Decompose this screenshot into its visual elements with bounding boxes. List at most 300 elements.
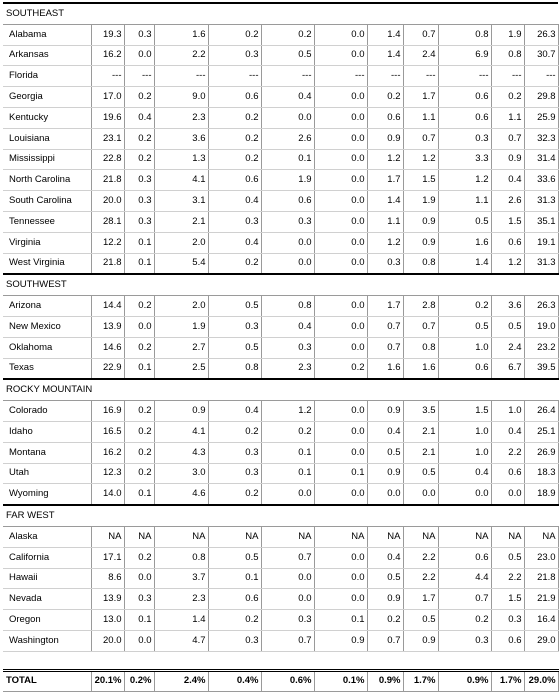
state-data-table-container bbox=[3, 2, 556, 692]
value-cell: 23.0 bbox=[524, 547, 558, 568]
value-cell: --- bbox=[261, 66, 314, 87]
value-cell: 0.9 bbox=[403, 630, 438, 651]
state-name: Louisiana bbox=[3, 128, 91, 149]
value-cell: 19.1 bbox=[524, 232, 558, 253]
table-row bbox=[3, 24, 558, 45]
value-cell: 0.9 bbox=[367, 463, 403, 484]
table-row bbox=[3, 128, 558, 149]
region-header-row bbox=[3, 379, 558, 400]
value-cell: 0.0 bbox=[403, 484, 438, 505]
value-cell: 0.0 bbox=[314, 589, 367, 610]
value-cell: 0.0 bbox=[261, 589, 314, 610]
value-cell: NA bbox=[403, 526, 438, 547]
value-cell: 1.7 bbox=[403, 87, 438, 108]
value-cell: 2.2 bbox=[403, 568, 438, 589]
value-cell: 4.4 bbox=[438, 568, 491, 589]
value-cell: 0.2 bbox=[208, 421, 261, 442]
value-cell: 0.8 bbox=[261, 296, 314, 317]
value-cell: 0.1 bbox=[314, 610, 367, 631]
value-cell: 25.9 bbox=[524, 107, 558, 128]
value-cell: 1.2 bbox=[491, 253, 524, 274]
state-name: Alabama bbox=[3, 24, 91, 45]
value-cell: 2.2 bbox=[154, 45, 208, 66]
value-cell: 2.4 bbox=[403, 45, 438, 66]
total-value: 20.1% bbox=[91, 670, 124, 691]
value-cell: NA bbox=[261, 526, 314, 547]
value-cell: --- bbox=[524, 66, 558, 87]
state-name: Utah bbox=[3, 463, 91, 484]
value-cell: 35.1 bbox=[524, 211, 558, 232]
value-cell: 16.5 bbox=[91, 421, 124, 442]
value-cell: 0.2 bbox=[124, 463, 154, 484]
value-cell: 32.3 bbox=[524, 128, 558, 149]
value-cell: 0.0 bbox=[314, 296, 367, 317]
value-cell: 9.0 bbox=[154, 87, 208, 108]
value-cell: 0.7 bbox=[261, 630, 314, 651]
value-cell: 1.5 bbox=[491, 211, 524, 232]
table-row bbox=[3, 232, 558, 253]
table-row bbox=[3, 568, 558, 589]
value-cell: 0.1 bbox=[124, 610, 154, 631]
value-cell: --- bbox=[154, 66, 208, 87]
value-cell: 16.2 bbox=[91, 442, 124, 463]
value-cell: 0.1 bbox=[124, 232, 154, 253]
value-cell: 3.6 bbox=[154, 128, 208, 149]
state-name: Georgia bbox=[3, 87, 91, 108]
state-name: Texas bbox=[3, 358, 91, 379]
value-cell: 0.9 bbox=[314, 630, 367, 651]
value-cell: --- bbox=[91, 66, 124, 87]
value-cell: 0.1 bbox=[314, 463, 367, 484]
value-cell: 0.0 bbox=[314, 45, 367, 66]
value-cell: 1.9 bbox=[261, 170, 314, 191]
value-cell: 19.6 bbox=[91, 107, 124, 128]
state-name: Tennessee bbox=[3, 211, 91, 232]
value-cell: 0.2 bbox=[124, 296, 154, 317]
value-cell: 0.4 bbox=[208, 232, 261, 253]
total-value: 0.9% bbox=[367, 670, 403, 691]
table-row bbox=[3, 610, 558, 631]
value-cell: 2.7 bbox=[154, 337, 208, 358]
value-cell: 0.0 bbox=[314, 484, 367, 505]
value-cell: 2.1 bbox=[403, 421, 438, 442]
value-cell: 1.9 bbox=[403, 191, 438, 212]
state-name: Arkansas bbox=[3, 45, 91, 66]
value-cell: 0.6 bbox=[438, 107, 491, 128]
value-cell: 1.1 bbox=[491, 107, 524, 128]
value-cell: 0.3 bbox=[261, 211, 314, 232]
value-cell: 26.9 bbox=[524, 442, 558, 463]
value-cell: 1.2 bbox=[367, 149, 403, 170]
state-name: California bbox=[3, 547, 91, 568]
value-cell: 1.6 bbox=[403, 358, 438, 379]
table-row bbox=[3, 296, 558, 317]
value-cell: 23.1 bbox=[91, 128, 124, 149]
value-cell: 0.7 bbox=[367, 630, 403, 651]
value-cell: 1.0 bbox=[491, 401, 524, 422]
state-name: South Carolina bbox=[3, 191, 91, 212]
value-cell: 0.8 bbox=[403, 253, 438, 274]
value-cell: 0.4 bbox=[491, 170, 524, 191]
value-cell: 0.1 bbox=[261, 149, 314, 170]
value-cell: 3.1 bbox=[154, 191, 208, 212]
value-cell: 4.1 bbox=[154, 170, 208, 191]
value-cell: 0.2 bbox=[124, 337, 154, 358]
value-cell: 1.6 bbox=[367, 358, 403, 379]
table-row bbox=[3, 463, 558, 484]
value-cell: 14.4 bbox=[91, 296, 124, 317]
value-cell: 0.5 bbox=[438, 211, 491, 232]
value-cell: 17.0 bbox=[91, 87, 124, 108]
value-cell: 0.0 bbox=[314, 442, 367, 463]
table-row bbox=[3, 87, 558, 108]
value-cell: 1.5 bbox=[403, 170, 438, 191]
value-cell: NA bbox=[524, 526, 558, 547]
region-name: ROCKY MOUNTAIN bbox=[3, 379, 558, 400]
value-cell: 4.1 bbox=[154, 421, 208, 442]
value-cell: 2.2 bbox=[403, 547, 438, 568]
value-cell: 30.7 bbox=[524, 45, 558, 66]
value-cell: 0.8 bbox=[491, 45, 524, 66]
value-cell: 0.0 bbox=[314, 337, 367, 358]
state-name: Wyoming bbox=[3, 484, 91, 505]
value-cell: 0.6 bbox=[261, 191, 314, 212]
value-cell: 0.3 bbox=[208, 45, 261, 66]
value-cell: 18.3 bbox=[524, 463, 558, 484]
state-name: Hawaii bbox=[3, 568, 91, 589]
value-cell: 6.7 bbox=[491, 358, 524, 379]
value-cell: 1.0 bbox=[438, 337, 491, 358]
value-cell: NA bbox=[124, 526, 154, 547]
table-row bbox=[3, 401, 558, 422]
state-name: Kentucky bbox=[3, 107, 91, 128]
value-cell: 0.4 bbox=[367, 547, 403, 568]
value-cell: 0.0 bbox=[438, 484, 491, 505]
value-cell: 0.0 bbox=[314, 547, 367, 568]
value-cell: 0.3 bbox=[124, 211, 154, 232]
value-cell: 0.0 bbox=[261, 232, 314, 253]
value-cell: 2.5 bbox=[154, 358, 208, 379]
value-cell: 1.4 bbox=[367, 24, 403, 45]
value-cell: 1.7 bbox=[403, 589, 438, 610]
value-cell: 2.3 bbox=[154, 107, 208, 128]
value-cell: 2.1 bbox=[154, 211, 208, 232]
total-value: 0.1% bbox=[314, 670, 367, 691]
value-cell: 0.1 bbox=[261, 463, 314, 484]
value-cell: 3.7 bbox=[154, 568, 208, 589]
state-name: Washington bbox=[3, 630, 91, 651]
region-name: SOUTHWEST bbox=[3, 274, 558, 295]
value-cell: 0.0 bbox=[491, 484, 524, 505]
value-cell: 0.4 bbox=[261, 87, 314, 108]
value-cell: 0.0 bbox=[367, 484, 403, 505]
value-cell: 0.5 bbox=[403, 610, 438, 631]
value-cell: 3.3 bbox=[438, 149, 491, 170]
value-cell: 0.8 bbox=[438, 24, 491, 45]
value-cell: 0.7 bbox=[261, 547, 314, 568]
value-cell: 26.4 bbox=[524, 401, 558, 422]
table-row bbox=[3, 442, 558, 463]
state-name: Oklahoma bbox=[3, 337, 91, 358]
value-cell: 0.2 bbox=[208, 128, 261, 149]
value-cell: 0.0 bbox=[314, 421, 367, 442]
value-cell: 0.0 bbox=[314, 128, 367, 149]
value-cell: 0.3 bbox=[208, 463, 261, 484]
value-cell: 0.6 bbox=[491, 232, 524, 253]
value-cell: 2.2 bbox=[491, 442, 524, 463]
table-body bbox=[3, 3, 558, 691]
value-cell: 0.3 bbox=[438, 128, 491, 149]
value-cell: 0.2 bbox=[261, 24, 314, 45]
value-cell: 0.3 bbox=[438, 630, 491, 651]
value-cell: 0.1 bbox=[208, 568, 261, 589]
state-name: Florida bbox=[3, 66, 91, 87]
table-row bbox=[3, 191, 558, 212]
value-cell: 1.4 bbox=[367, 45, 403, 66]
value-cell: 26.3 bbox=[524, 24, 558, 45]
value-cell: 2.6 bbox=[261, 128, 314, 149]
value-cell: 0.0 bbox=[314, 87, 367, 108]
region-name: FAR WEST bbox=[3, 505, 558, 526]
value-cell: 0.2 bbox=[124, 87, 154, 108]
table-row bbox=[3, 337, 558, 358]
value-cell: 20.0 bbox=[91, 191, 124, 212]
value-cell: 1.7 bbox=[367, 170, 403, 191]
total-value: 2.4% bbox=[154, 670, 208, 691]
value-cell: 0.2 bbox=[208, 484, 261, 505]
value-cell: --- bbox=[314, 66, 367, 87]
value-cell: 0.2 bbox=[124, 149, 154, 170]
value-cell: 14.0 bbox=[91, 484, 124, 505]
value-cell: 0.3 bbox=[261, 610, 314, 631]
state-name: Oregon bbox=[3, 610, 91, 631]
value-cell: 29.0 bbox=[524, 630, 558, 651]
value-cell: 39.5 bbox=[524, 358, 558, 379]
value-cell: 0.5 bbox=[491, 316, 524, 337]
total-value: 0.9% bbox=[438, 670, 491, 691]
value-cell: 0.2 bbox=[124, 421, 154, 442]
value-cell: 13.9 bbox=[91, 589, 124, 610]
table-row bbox=[3, 589, 558, 610]
value-cell: 13.9 bbox=[91, 316, 124, 337]
value-cell: 0.3 bbox=[491, 610, 524, 631]
value-cell: 0.3 bbox=[367, 253, 403, 274]
value-cell: 0.7 bbox=[403, 24, 438, 45]
value-cell: 1.1 bbox=[438, 191, 491, 212]
value-cell: 0.6 bbox=[438, 547, 491, 568]
table-row bbox=[3, 547, 558, 568]
value-cell: 0.1 bbox=[124, 253, 154, 274]
value-cell: 0.4 bbox=[367, 421, 403, 442]
value-cell: 19.3 bbox=[91, 24, 124, 45]
value-cell: 0.0 bbox=[314, 24, 367, 45]
table-row bbox=[3, 358, 558, 379]
table-row bbox=[3, 253, 558, 274]
total-row bbox=[3, 670, 558, 691]
value-cell: 14.6 bbox=[91, 337, 124, 358]
state-name: North Carolina bbox=[3, 170, 91, 191]
state-name: Montana bbox=[3, 442, 91, 463]
value-cell: 0.6 bbox=[208, 589, 261, 610]
table-row bbox=[3, 170, 558, 191]
value-cell: 2.0 bbox=[154, 296, 208, 317]
value-cell: 0.9 bbox=[403, 211, 438, 232]
value-cell: 0.5 bbox=[208, 337, 261, 358]
value-cell: 12.2 bbox=[91, 232, 124, 253]
value-cell: 0.3 bbox=[124, 589, 154, 610]
value-cell: 1.0 bbox=[438, 442, 491, 463]
value-cell: 1.2 bbox=[367, 232, 403, 253]
value-cell: 25.1 bbox=[524, 421, 558, 442]
value-cell: 3.6 bbox=[491, 296, 524, 317]
value-cell: 0.2 bbox=[124, 128, 154, 149]
value-cell: 0.4 bbox=[208, 191, 261, 212]
value-cell: 1.2 bbox=[403, 149, 438, 170]
state-name: New Mexico bbox=[3, 316, 91, 337]
value-cell: 0.9 bbox=[403, 232, 438, 253]
value-cell: 1.4 bbox=[438, 253, 491, 274]
value-cell: 8.6 bbox=[91, 568, 124, 589]
value-cell: NA bbox=[314, 526, 367, 547]
value-cell: 0.2 bbox=[124, 401, 154, 422]
value-cell: 0.5 bbox=[367, 568, 403, 589]
value-cell: 2.0 bbox=[154, 232, 208, 253]
value-cell: 1.0 bbox=[438, 421, 491, 442]
value-cell: 2.4 bbox=[491, 337, 524, 358]
value-cell: 0.4 bbox=[438, 463, 491, 484]
value-cell: 1.3 bbox=[154, 149, 208, 170]
value-cell: 0.8 bbox=[208, 358, 261, 379]
total-value: 29.0% bbox=[524, 670, 558, 691]
value-cell: 0.6 bbox=[208, 170, 261, 191]
value-cell: 0.1 bbox=[124, 484, 154, 505]
value-cell: 19.0 bbox=[524, 316, 558, 337]
value-cell: NA bbox=[438, 526, 491, 547]
value-cell: 0.0 bbox=[314, 316, 367, 337]
value-cell: 0.4 bbox=[491, 421, 524, 442]
region-name: SOUTHEAST bbox=[3, 3, 558, 24]
table-row bbox=[3, 66, 558, 87]
total-value: 0.6% bbox=[261, 670, 314, 691]
value-cell: 23.2 bbox=[524, 337, 558, 358]
value-cell: 2.1 bbox=[403, 442, 438, 463]
value-cell: 3.0 bbox=[154, 463, 208, 484]
value-cell: 0.6 bbox=[491, 463, 524, 484]
value-cell: 0.0 bbox=[261, 253, 314, 274]
value-cell: --- bbox=[208, 66, 261, 87]
total-value: 0.2% bbox=[124, 670, 154, 691]
table-row bbox=[3, 484, 558, 505]
value-cell: 0.5 bbox=[261, 45, 314, 66]
value-cell: 2.2 bbox=[491, 568, 524, 589]
table-row bbox=[3, 630, 558, 651]
value-cell: 17.1 bbox=[91, 547, 124, 568]
value-cell: NA bbox=[367, 526, 403, 547]
value-cell: --- bbox=[124, 66, 154, 87]
value-cell: 0.5 bbox=[491, 547, 524, 568]
value-cell: 0.3 bbox=[124, 24, 154, 45]
value-cell: 0.8 bbox=[403, 337, 438, 358]
table-row bbox=[3, 421, 558, 442]
value-cell: 0.7 bbox=[367, 316, 403, 337]
value-cell: 0.9 bbox=[367, 401, 403, 422]
value-cell: 0.3 bbox=[124, 170, 154, 191]
value-cell: 0.2 bbox=[208, 24, 261, 45]
value-cell: 0.2 bbox=[208, 610, 261, 631]
table-row bbox=[3, 45, 558, 66]
spacer-cell bbox=[3, 651, 558, 670]
value-cell: 0.0 bbox=[261, 107, 314, 128]
state-name: Mississippi bbox=[3, 149, 91, 170]
value-cell: 0.6 bbox=[438, 87, 491, 108]
value-cell: 3.5 bbox=[403, 401, 438, 422]
value-cell: 1.9 bbox=[154, 316, 208, 337]
value-cell: 26.3 bbox=[524, 296, 558, 317]
value-cell: 1.1 bbox=[367, 211, 403, 232]
value-cell: 0.2 bbox=[124, 442, 154, 463]
value-cell: 12.3 bbox=[91, 463, 124, 484]
value-cell: 21.8 bbox=[91, 253, 124, 274]
value-cell: 1.6 bbox=[438, 232, 491, 253]
value-cell: 0.0 bbox=[314, 170, 367, 191]
value-cell: 0.5 bbox=[367, 442, 403, 463]
value-cell: 0.5 bbox=[403, 463, 438, 484]
value-cell: 2.8 bbox=[403, 296, 438, 317]
value-cell: 1.1 bbox=[403, 107, 438, 128]
value-cell: 0.2 bbox=[314, 358, 367, 379]
value-cell: 2.3 bbox=[261, 358, 314, 379]
value-cell: 0.0 bbox=[314, 232, 367, 253]
value-cell: 0.2 bbox=[208, 149, 261, 170]
value-cell: 0.0 bbox=[314, 401, 367, 422]
value-cell: 28.1 bbox=[91, 211, 124, 232]
value-cell: 0.0 bbox=[314, 191, 367, 212]
value-cell: 16.2 bbox=[91, 45, 124, 66]
value-cell: 0.4 bbox=[261, 316, 314, 337]
region-header-row bbox=[3, 505, 558, 526]
value-cell: 0.6 bbox=[367, 107, 403, 128]
value-cell: NA bbox=[208, 526, 261, 547]
region-header-row bbox=[3, 3, 558, 24]
value-cell: 22.8 bbox=[91, 149, 124, 170]
value-cell: 18.9 bbox=[524, 484, 558, 505]
value-cell: 29.8 bbox=[524, 87, 558, 108]
value-cell: 0.3 bbox=[208, 211, 261, 232]
value-cell: 0.0 bbox=[314, 211, 367, 232]
value-cell: 1.9 bbox=[491, 24, 524, 45]
value-cell: 1.5 bbox=[438, 401, 491, 422]
value-cell: 21.8 bbox=[91, 170, 124, 191]
value-cell: 0.3 bbox=[124, 191, 154, 212]
state-name: Virginia bbox=[3, 232, 91, 253]
value-cell: 2.6 bbox=[491, 191, 524, 212]
value-cell: 4.3 bbox=[154, 442, 208, 463]
value-cell: 0.0 bbox=[124, 630, 154, 651]
value-cell: 0.0 bbox=[124, 568, 154, 589]
value-cell: NA bbox=[491, 526, 524, 547]
value-cell: 16.4 bbox=[524, 610, 558, 631]
value-cell: 0.2 bbox=[208, 107, 261, 128]
value-cell: 0.8 bbox=[154, 547, 208, 568]
value-cell: 0.7 bbox=[403, 128, 438, 149]
value-cell: 0.3 bbox=[261, 337, 314, 358]
total-label: TOTAL bbox=[3, 670, 91, 691]
total-value: 1.7% bbox=[491, 670, 524, 691]
value-cell: 16.9 bbox=[91, 401, 124, 422]
value-cell: 1.4 bbox=[154, 610, 208, 631]
value-cell: 1.5 bbox=[491, 589, 524, 610]
value-cell: 31.3 bbox=[524, 191, 558, 212]
